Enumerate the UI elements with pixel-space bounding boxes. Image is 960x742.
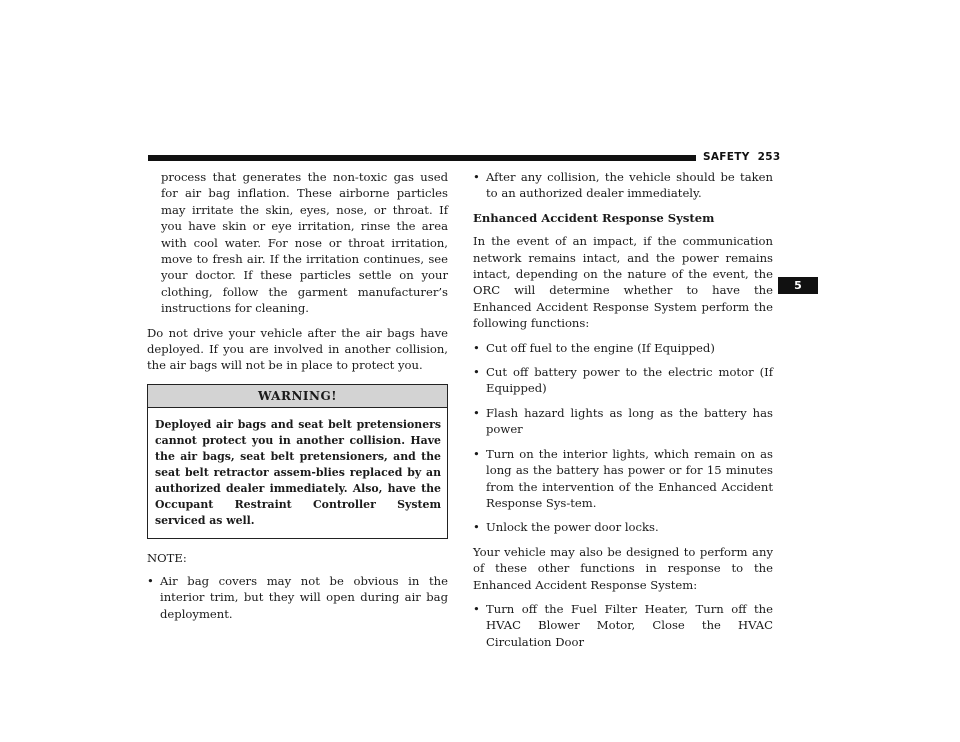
list-item — [473, 405, 773, 438]
section-title: SAFETY — [703, 151, 750, 163]
running-header — [703, 151, 780, 163]
right-column — [473, 169, 773, 658]
list-item — [473, 169, 773, 202]
list-item — [473, 601, 773, 650]
bullet-icon: • — [473, 601, 480, 616]
bullet-icon: • — [473, 365, 480, 380]
bullet-icon: • — [473, 340, 480, 355]
warning-box — [147, 384, 448, 539]
deployment-paragraph: Do not drive your vehicle after the air bags have deployed. If you are involved in another collision, the air bags will not be in place to protect you. — [147, 325, 448, 373]
list-item — [473, 446, 773, 512]
intro-paragraph: In the event of an impact, if the communication network remains intact, and the power remains intact, depending on the nature of the event, the ORC will determine whether to have the Enhanced Accident Response System perform the following functions: — [473, 234, 773, 331]
list-item — [473, 519, 773, 535]
list-item-text: Cut off fuel to the engine (If Equipped) — [486, 340, 715, 355]
warning-title: WARNING! — [148, 385, 447, 408]
list-item-text: Unlock the power door locks. — [486, 520, 659, 535]
section-heading: Enhanced Accident Response System — [473, 210, 715, 225]
left-column — [147, 169, 448, 630]
chapter-tab: 5 — [778, 277, 818, 294]
list-item-text: After any collision, the vehicle should be taken to an authorized dealer immediately. — [486, 170, 773, 201]
list-item-text: Air bag covers may not be obvious in the interior trim, but they will open during air bag deployment. — [160, 573, 448, 621]
additional-functions-paragraph: Your vehicle may also be designed to perform any of these other functions in response to the Enhanced Accident Response System: — [473, 544, 773, 592]
bullet-icon: • — [473, 446, 480, 461]
bullet-icon: • — [473, 170, 480, 184]
warning-text: Deployed air bags and seat belt pretensioners cannot protect you in another collision. Have the air bags, seat belt pretensioners, and the seat belt retractor assem-blies replaced by an authorized dealer immediately. Also, have the Occupant Restraint Controller System serviced as well. — [155, 418, 441, 528]
header-rule — [148, 155, 696, 161]
list-item-text: Cut off battery power to the electric motor (If Equipped) — [486, 365, 773, 396]
list-item-text: Flash hazard lights as long as the battery has power — [486, 405, 773, 437]
page-number: 253 — [757, 151, 781, 163]
bullet-icon: • — [147, 573, 154, 588]
list-item — [147, 573, 448, 622]
note-label: NOTE: — [147, 551, 187, 566]
continued-paragraph: process that generates the non-toxic gas used for air bag inflation. These airborne particles may irritate the skin, eyes, nose, or throat. If you have skin or eye irritation, rinse the area with cool water. For nose or throat irritation, move to fresh air. If the irritation continues, see your doctor. If these particles settle on your clothing, follow the garment manufacturer’s instructions for cleaning. — [161, 170, 448, 316]
bullet-icon: • — [473, 520, 480, 535]
list-item-text: Turn on the interior lights, which remain on as long as the battery has power or for 15 minutes from the intervention of the Enhanced Accident Response Sys-tem. — [486, 446, 773, 510]
list-item — [473, 364, 773, 397]
bullet-icon: • — [473, 405, 480, 420]
list-item — [473, 340, 773, 356]
list-item-text: Turn off the Fuel Filter Heater, Turn off the HVAC Blower Motor, Close the HVAC Circulation Door — [486, 601, 773, 649]
